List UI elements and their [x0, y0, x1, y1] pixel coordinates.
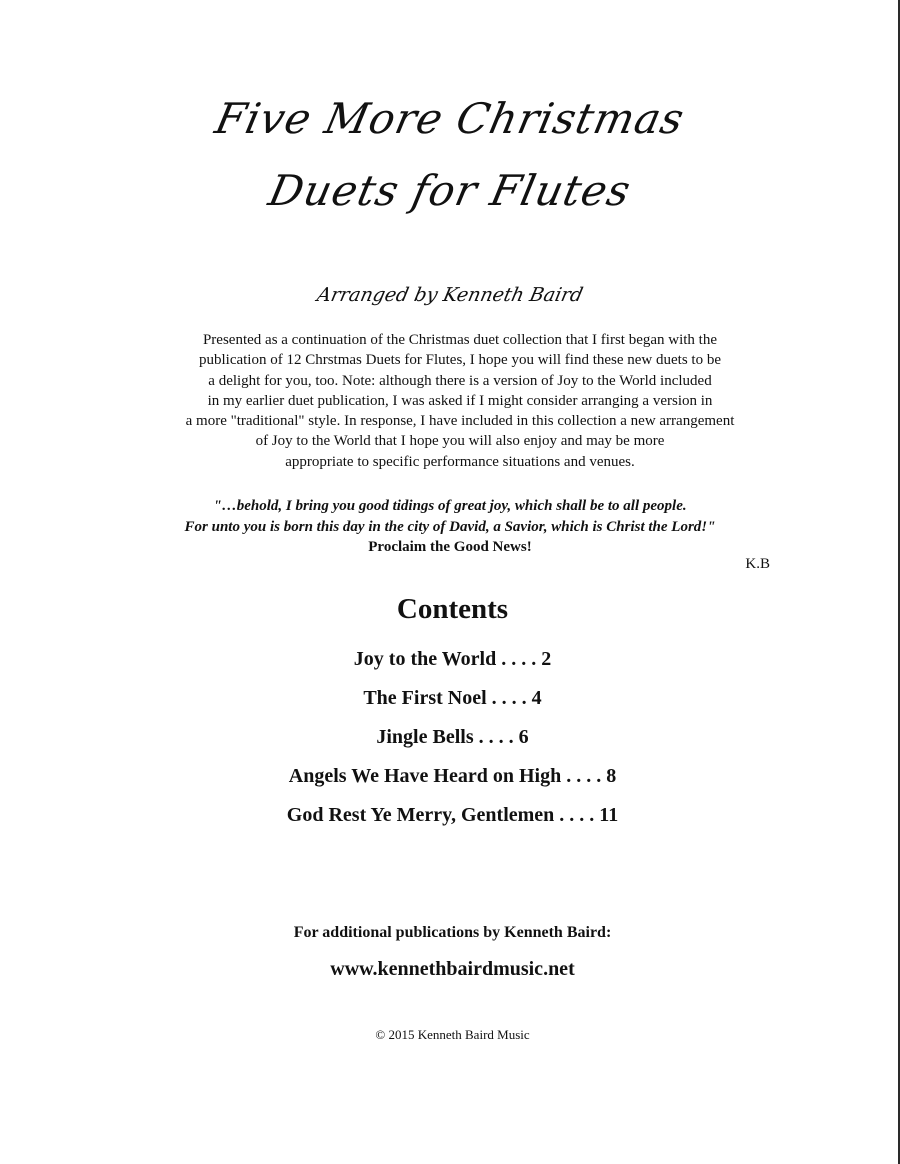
- intro-line: Presented as a continuation of the Christmas duet collection that I first began with the: [202, 332, 718, 348]
- title-line-2: Duets for Flutes: [264, 166, 636, 215]
- contents-item: Joy to the World . . . . 2: [353, 648, 552, 670]
- scripture-quote: [80, 496, 820, 558]
- intro-line: a more "traditional" style. In response, I have included in this collection a new arrangement: [185, 413, 735, 430]
- title-line-1: Five More Christmas: [210, 94, 690, 143]
- contents-item: Jingle Bells . . . . 6: [376, 726, 529, 748]
- quote-line-2: For unto you is born this day in the city of David, a Savior, which is Christ the Lord!": [184, 518, 716, 535]
- contents-list: [0, 644, 900, 839]
- quote-line-3: Proclaim the Good News!: [368, 539, 532, 555]
- contents-item: God Rest Ye Merry, Gentlemen . . . . 11: [286, 804, 619, 826]
- author-initials: K.B: [745, 556, 770, 572]
- arranger-credit: Arranged by Kenneth Baird: [315, 284, 585, 306]
- intro-line: a delight for you, too. Note: although there is a version of Joy to the World included: [208, 372, 712, 389]
- copyright-notice: © 2015 Kenneth Baird Music: [375, 1027, 530, 1042]
- contents-heading: Contents: [396, 593, 509, 625]
- intro-line: appropriate to specific performance situations and venues.: [285, 453, 635, 470]
- website-link[interactable]: www.kennethbairdmusic.net: [330, 958, 575, 980]
- more-publications-note: For additional publications by Kenneth Baird:: [293, 924, 612, 941]
- intro-line: in my earlier duet publication, I was asked if I might consider arranging a version in: [207, 392, 713, 409]
- quote-line-1: "…behold, I bring you good tidings of great joy, which shall be to all people.: [213, 498, 687, 514]
- contents-item: The First Noel . . . . 4: [363, 687, 542, 709]
- intro-line: publication of 12 Chrstmas Duets for Flutes, I hope you will find these new duets to be: [198, 352, 721, 369]
- intro-line: of Joy to the World that I hope you will also enjoy and may be more: [255, 433, 665, 450]
- contents-item: Angels We Have Heard on High . . . . 8: [288, 765, 617, 787]
- intro-paragraph: [120, 330, 800, 472]
